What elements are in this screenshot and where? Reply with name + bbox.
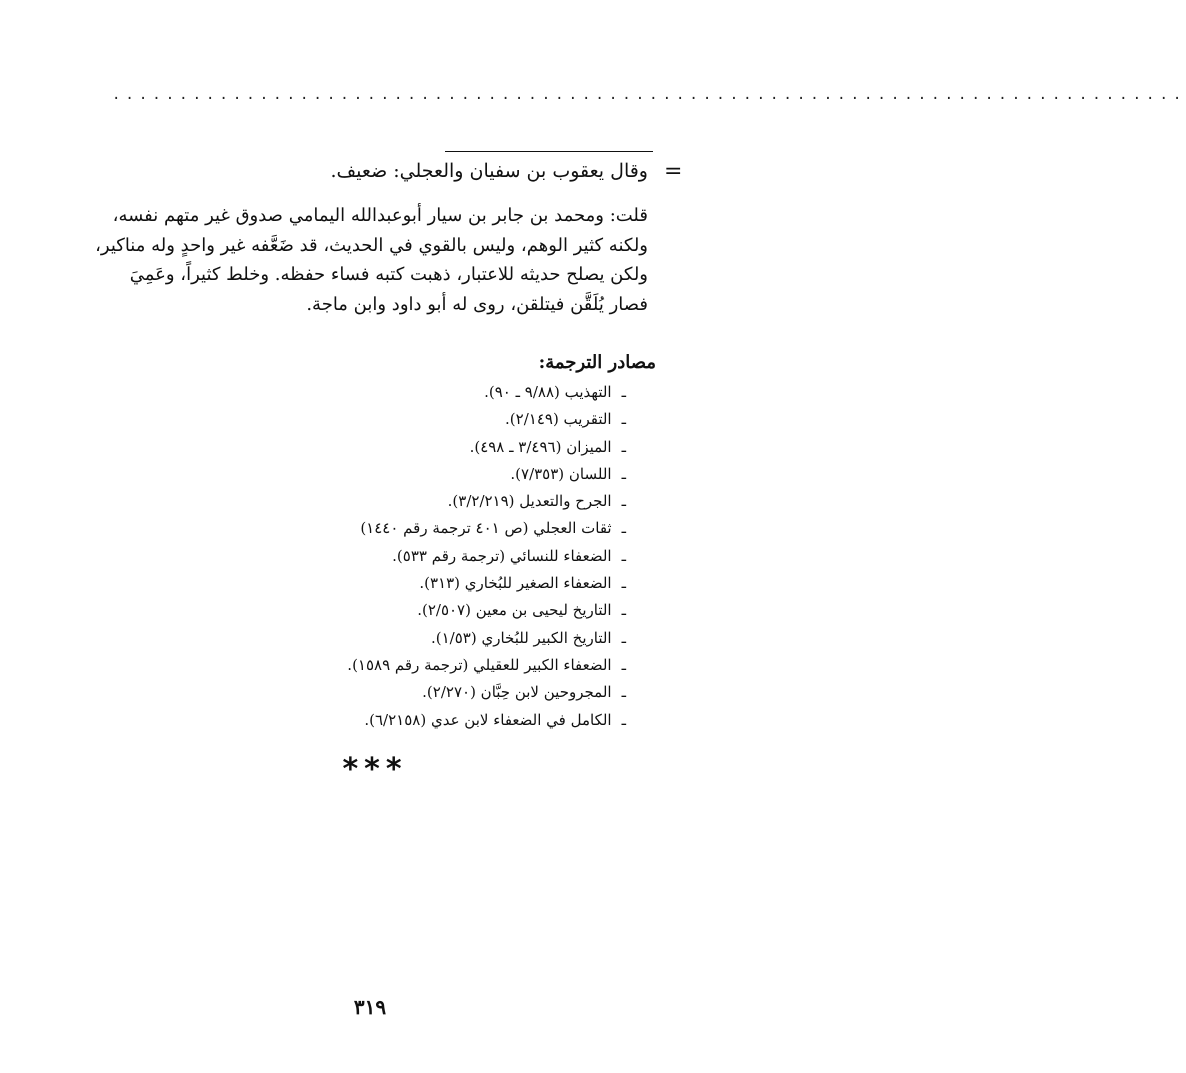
source-text: التاريخ ليحيى بن معين (٢/٥٠٧). xyxy=(417,601,612,620)
footnote-rule xyxy=(445,151,653,152)
paragraph-line: قلت: ومحمد بن جابر بن سيار أبوعبدالله اليمامي صدوق غير متهم نفسه، xyxy=(112,205,648,226)
list-dash: ـ xyxy=(621,628,626,647)
list-dash: ـ xyxy=(621,437,626,456)
source-item xyxy=(206,515,626,542)
list-dash: ـ xyxy=(621,710,626,729)
source-text: الضعفاء للنسائي (ترجمة رقم ٥٣٣). xyxy=(392,546,612,565)
commentary-paragraph xyxy=(88,201,648,319)
source-item xyxy=(206,434,626,461)
list-dash: ـ xyxy=(621,464,626,483)
paragraph-line: ولكن يصلح حديثه للاعتبار، ذهبت كتبه فساء حفظه. وخلط كثيراً، وعَمِيَ xyxy=(129,264,648,285)
footnote-line: وقال يعقوب بن سفيان والعجلي: ضعيف. xyxy=(330,160,648,182)
source-text: التهذيب (٩/٨٨ ـ ٩٠). xyxy=(484,383,612,401)
source-item xyxy=(206,461,626,488)
source-item xyxy=(206,488,626,515)
list-dash: ـ xyxy=(621,410,626,429)
source-text: الضعفاء الكبير للعقيلي (ترجمة رقم ١٥٨٩). xyxy=(347,655,612,674)
source-item xyxy=(206,625,626,652)
source-text: اللسان (٧/٣٥٣). xyxy=(510,464,612,483)
list-dash: ـ xyxy=(621,574,626,593)
source-text: ثقات العجلي (ص ٤٠١ ترجمة رقم ١٤٤٠) xyxy=(360,519,612,538)
source-text: الضعفاء الصغير للبُخاري (٣١٣). xyxy=(419,574,612,593)
list-dash: ـ xyxy=(621,655,626,674)
list-dash: ـ xyxy=(621,519,626,538)
paragraph-line: فصار يُلَقَّن فيتلقن، روى له أبو داود وابن ماجة. xyxy=(306,293,648,315)
list-dash: ـ xyxy=(621,546,626,565)
page-number: ٣١٩ xyxy=(353,995,387,1019)
source-text: المجروحين لابن حِبَّان (٢/٢٧٠). xyxy=(422,683,612,702)
sources-list xyxy=(206,379,626,734)
list-dash: ـ xyxy=(621,601,626,620)
paragraph-line: ولكنه كثير الوهم، وليس بالقوي في الحديث، قد ضَعَّفه غير واحدٍ وله مناكير، xyxy=(95,234,648,256)
source-text: التقريب (٢/١٤٩). xyxy=(505,410,612,429)
sources-heading: مصادر الترجمة: xyxy=(538,352,656,373)
source-item xyxy=(206,543,626,570)
section-end-stars: *** xyxy=(342,752,408,787)
source-text: الميزان (٣/٤٩٦ ـ ٤٩٨). xyxy=(469,437,612,456)
dotted-separator: ................................................................................ xyxy=(112,87,1186,103)
source-item xyxy=(206,379,626,406)
source-text: التاريخ الكبير للبُخاري (١/٥٣). xyxy=(430,628,612,647)
list-dash: ـ xyxy=(621,492,626,511)
list-dash: ـ xyxy=(621,683,626,702)
source-item xyxy=(206,597,626,624)
source-text: الكامل في الضعفاء لابن عدي (٦/٢١٥٨). xyxy=(364,710,612,729)
source-text: الجرح والتعديل (٣/٢/٢١٩). xyxy=(447,492,612,511)
list-dash: ـ xyxy=(621,383,626,401)
source-item xyxy=(206,652,626,679)
source-item xyxy=(206,679,626,706)
source-item xyxy=(206,570,626,597)
source-item xyxy=(206,707,626,734)
continuation-marker: = xyxy=(664,159,683,184)
source-item xyxy=(206,406,626,433)
